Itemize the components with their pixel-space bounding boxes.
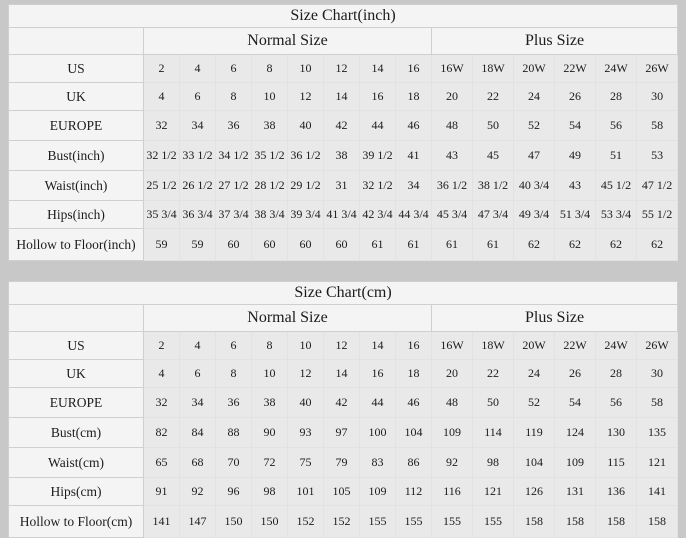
size-cell: 35 3/4 bbox=[144, 201, 180, 229]
size-cell: 147 bbox=[180, 506, 216, 538]
size-cell: 20W bbox=[514, 332, 555, 360]
table-row bbox=[9, 55, 678, 83]
size-cell: 8 bbox=[216, 83, 252, 111]
size-cell: 53 bbox=[637, 141, 678, 171]
size-cell: 28 bbox=[596, 360, 637, 388]
size-cell: 59 bbox=[180, 229, 216, 261]
size-cell: 60 bbox=[288, 229, 324, 261]
size-cell: 62 bbox=[596, 229, 637, 261]
size-cell: 14 bbox=[360, 55, 396, 83]
size-cell: 104 bbox=[514, 448, 555, 478]
size-cell: 18 bbox=[396, 83, 432, 111]
size-cell: 10 bbox=[252, 83, 288, 111]
normal-size-header: Normal Size bbox=[144, 28, 432, 55]
size-cell: 18W bbox=[473, 55, 514, 83]
size-cell: 16 bbox=[396, 55, 432, 83]
table-row bbox=[9, 360, 678, 388]
size-cell: 32 1/2 bbox=[144, 141, 180, 171]
size-cell: 30 bbox=[637, 360, 678, 388]
size-cell: 90 bbox=[252, 418, 288, 448]
size-cell: 119 bbox=[514, 418, 555, 448]
group-header-row bbox=[9, 305, 678, 332]
size-cell: 46 bbox=[396, 111, 432, 141]
row-label: US bbox=[9, 55, 144, 83]
size-cell: 45 bbox=[473, 141, 514, 171]
size-cell: 12 bbox=[324, 332, 360, 360]
size-cell: 97 bbox=[324, 418, 360, 448]
size-cell: 158 bbox=[514, 506, 555, 538]
size-cell: 18W bbox=[473, 332, 514, 360]
size-cell: 135 bbox=[637, 418, 678, 448]
size-cell: 32 bbox=[144, 388, 180, 418]
size-cell: 46 bbox=[396, 388, 432, 418]
size-cell: 83 bbox=[360, 448, 396, 478]
size-cell: 92 bbox=[432, 448, 473, 478]
row-label: Waist(inch) bbox=[9, 171, 144, 201]
size-cell: 131 bbox=[555, 478, 596, 506]
size-cell: 10 bbox=[288, 55, 324, 83]
size-cell: 42 3/4 bbox=[360, 201, 396, 229]
corner-cell bbox=[9, 28, 144, 55]
size-cell: 20 bbox=[432, 83, 473, 111]
size-cell: 2 bbox=[144, 55, 180, 83]
size-cell: 50 bbox=[473, 111, 514, 141]
size-cell: 32 1/2 bbox=[360, 171, 396, 201]
table-title: Size Chart(cm) bbox=[9, 282, 678, 305]
size-cell: 88 bbox=[216, 418, 252, 448]
size-cell: 22 bbox=[473, 83, 514, 111]
table-row bbox=[9, 141, 678, 171]
table-row bbox=[9, 448, 678, 478]
row-label: Hips(inch) bbox=[9, 201, 144, 229]
corner-cell bbox=[9, 305, 144, 332]
size-cell: 62 bbox=[637, 229, 678, 261]
table-row bbox=[9, 83, 678, 111]
normal-size-header: Normal Size bbox=[144, 305, 432, 332]
size-cell: 38 bbox=[252, 111, 288, 141]
size-cell: 91 bbox=[144, 478, 180, 506]
size-cell: 6 bbox=[180, 83, 216, 111]
size-cell: 158 bbox=[637, 506, 678, 538]
size-cell: 70 bbox=[216, 448, 252, 478]
size-cell: 12 bbox=[288, 360, 324, 388]
size-cell: 72 bbox=[252, 448, 288, 478]
size-cell: 105 bbox=[324, 478, 360, 506]
size-cell: 58 bbox=[637, 111, 678, 141]
size-cell: 26 bbox=[555, 83, 596, 111]
size-cell: 32 bbox=[144, 111, 180, 141]
table-title: Size Chart(inch) bbox=[9, 5, 678, 28]
size-cell: 10 bbox=[252, 360, 288, 388]
plus-size-header: Plus Size bbox=[432, 305, 678, 332]
size-cell: 155 bbox=[360, 506, 396, 538]
row-label: Waist(cm) bbox=[9, 448, 144, 478]
size-cell: 6 bbox=[216, 55, 252, 83]
size-cell: 109 bbox=[432, 418, 473, 448]
size-cell: 44 bbox=[360, 388, 396, 418]
title-row bbox=[9, 5, 678, 28]
size-cell: 41 bbox=[396, 141, 432, 171]
size-cell: 26 1/2 bbox=[180, 171, 216, 201]
size-cell: 116 bbox=[432, 478, 473, 506]
size-cell: 56 bbox=[596, 388, 637, 418]
table-row bbox=[9, 229, 678, 261]
size-cell: 51 3/4 bbox=[555, 201, 596, 229]
size-cell: 101 bbox=[288, 478, 324, 506]
size-cell: 37 3/4 bbox=[216, 201, 252, 229]
size-cell: 10 bbox=[288, 332, 324, 360]
size-cell: 55 1/2 bbox=[637, 201, 678, 229]
size-cell: 41 3/4 bbox=[324, 201, 360, 229]
size-cell: 24W bbox=[596, 332, 637, 360]
size-cell: 96 bbox=[216, 478, 252, 506]
size-cell: 60 bbox=[324, 229, 360, 261]
size-cell: 121 bbox=[473, 478, 514, 506]
size-cell: 20W bbox=[514, 55, 555, 83]
size-cell: 158 bbox=[555, 506, 596, 538]
size-cell: 4 bbox=[144, 360, 180, 388]
row-label: Bust(inch) bbox=[9, 141, 144, 171]
size-cell: 86 bbox=[396, 448, 432, 478]
size-cell: 68 bbox=[180, 448, 216, 478]
size-cell: 114 bbox=[473, 418, 514, 448]
row-label: Hips(cm) bbox=[9, 478, 144, 506]
size-cell: 12 bbox=[288, 83, 324, 111]
size-cell: 22 bbox=[473, 360, 514, 388]
table-row bbox=[9, 111, 678, 141]
row-label: EUROPE bbox=[9, 111, 144, 141]
size-cell: 16 bbox=[360, 83, 396, 111]
size-cell: 47 1/2 bbox=[637, 171, 678, 201]
size-cell: 44 3/4 bbox=[396, 201, 432, 229]
size-cell: 75 bbox=[288, 448, 324, 478]
row-label: UK bbox=[9, 360, 144, 388]
size-cell: 61 bbox=[396, 229, 432, 261]
size-cell: 8 bbox=[252, 55, 288, 83]
row-label: US bbox=[9, 332, 144, 360]
size-cell: 36 bbox=[216, 388, 252, 418]
size-cell: 6 bbox=[216, 332, 252, 360]
size-cell: 48 bbox=[432, 388, 473, 418]
size-cell: 16W bbox=[432, 332, 473, 360]
size-cell: 14 bbox=[360, 332, 396, 360]
table-row bbox=[9, 332, 678, 360]
size-cell: 4 bbox=[180, 332, 216, 360]
table-row bbox=[9, 201, 678, 229]
size-cell: 56 bbox=[596, 111, 637, 141]
size-cell: 61 bbox=[360, 229, 396, 261]
size-cell: 61 bbox=[432, 229, 473, 261]
size-chart-inch-table bbox=[8, 4, 678, 261]
size-cell: 14 bbox=[324, 83, 360, 111]
size-cell: 35 1/2 bbox=[252, 141, 288, 171]
size-cell: 2 bbox=[144, 332, 180, 360]
size-cell: 34 1/2 bbox=[216, 141, 252, 171]
size-cell: 36 1/2 bbox=[432, 171, 473, 201]
size-cell: 25 1/2 bbox=[144, 171, 180, 201]
inch-table-body bbox=[9, 55, 678, 261]
size-cell: 62 bbox=[514, 229, 555, 261]
size-cell: 53 3/4 bbox=[596, 201, 637, 229]
size-cell: 36 bbox=[216, 111, 252, 141]
size-cell: 54 bbox=[555, 111, 596, 141]
size-cell: 50 bbox=[473, 388, 514, 418]
size-cell: 52 bbox=[514, 111, 555, 141]
size-cell: 93 bbox=[288, 418, 324, 448]
row-label: EUROPE bbox=[9, 388, 144, 418]
size-cell: 61 bbox=[473, 229, 514, 261]
size-cell: 141 bbox=[637, 478, 678, 506]
size-cell: 24W bbox=[596, 55, 637, 83]
size-cell: 18 bbox=[396, 360, 432, 388]
size-cell: 26W bbox=[637, 332, 678, 360]
size-cell: 62 bbox=[555, 229, 596, 261]
size-cell: 8 bbox=[252, 332, 288, 360]
size-cell: 43 bbox=[555, 171, 596, 201]
size-cell: 42 bbox=[324, 111, 360, 141]
table-row bbox=[9, 171, 678, 201]
size-cell: 126 bbox=[514, 478, 555, 506]
size-cell: 79 bbox=[324, 448, 360, 478]
size-cell: 49 3/4 bbox=[514, 201, 555, 229]
size-cell: 47 3/4 bbox=[473, 201, 514, 229]
size-cell: 44 bbox=[360, 111, 396, 141]
size-cell: 65 bbox=[144, 448, 180, 478]
size-cell: 155 bbox=[432, 506, 473, 538]
size-cell: 30 bbox=[637, 83, 678, 111]
table-row bbox=[9, 388, 678, 418]
size-cell: 155 bbox=[396, 506, 432, 538]
cm-table-body bbox=[9, 332, 678, 538]
size-cell: 152 bbox=[288, 506, 324, 538]
size-cell: 152 bbox=[324, 506, 360, 538]
size-cell: 39 1/2 bbox=[360, 141, 396, 171]
size-cell: 141 bbox=[144, 506, 180, 538]
size-cell: 22W bbox=[555, 55, 596, 83]
size-cell: 92 bbox=[180, 478, 216, 506]
size-cell: 38 bbox=[324, 141, 360, 171]
size-cell: 59 bbox=[144, 229, 180, 261]
inch-table bbox=[8, 4, 678, 261]
size-cell: 104 bbox=[396, 418, 432, 448]
row-label: Hollow to Floor(inch) bbox=[9, 229, 144, 261]
size-cell: 34 bbox=[180, 388, 216, 418]
size-cell: 45 1/2 bbox=[596, 171, 637, 201]
cm-table bbox=[8, 281, 678, 538]
size-cell: 36 3/4 bbox=[180, 201, 216, 229]
table-row bbox=[9, 418, 678, 448]
size-cell: 39 3/4 bbox=[288, 201, 324, 229]
size-cell: 38 1/2 bbox=[473, 171, 514, 201]
size-cell: 24 bbox=[514, 360, 555, 388]
size-cell: 6 bbox=[180, 360, 216, 388]
size-cell: 38 3/4 bbox=[252, 201, 288, 229]
size-chart-cm-table bbox=[8, 281, 678, 538]
size-cell: 49 bbox=[555, 141, 596, 171]
size-cell: 28 bbox=[596, 83, 637, 111]
row-label: Bust(cm) bbox=[9, 418, 144, 448]
size-cell: 31 bbox=[324, 171, 360, 201]
size-cell: 28 1/2 bbox=[252, 171, 288, 201]
size-cell: 115 bbox=[596, 448, 637, 478]
size-cell: 100 bbox=[360, 418, 396, 448]
size-cell: 109 bbox=[360, 478, 396, 506]
size-cell: 14 bbox=[324, 360, 360, 388]
size-cell: 4 bbox=[144, 83, 180, 111]
size-cell: 40 bbox=[288, 111, 324, 141]
size-cell: 16W bbox=[432, 55, 473, 83]
size-cell: 130 bbox=[596, 418, 637, 448]
size-cell: 36 1/2 bbox=[288, 141, 324, 171]
size-cell: 150 bbox=[216, 506, 252, 538]
size-cell: 12 bbox=[324, 55, 360, 83]
size-cell: 52 bbox=[514, 388, 555, 418]
plus-size-header: Plus Size bbox=[432, 28, 678, 55]
title-row bbox=[9, 282, 678, 305]
group-header-row bbox=[9, 28, 678, 55]
size-cell: 158 bbox=[596, 506, 637, 538]
size-cell: 51 bbox=[596, 141, 637, 171]
table-row bbox=[9, 478, 678, 506]
size-cell: 8 bbox=[216, 360, 252, 388]
size-cell: 40 bbox=[288, 388, 324, 418]
size-cell: 45 3/4 bbox=[432, 201, 473, 229]
size-cell: 112 bbox=[396, 478, 432, 506]
size-cell: 54 bbox=[555, 388, 596, 418]
size-cell: 34 bbox=[396, 171, 432, 201]
size-cell: 109 bbox=[555, 448, 596, 478]
size-cell: 84 bbox=[180, 418, 216, 448]
size-cell: 4 bbox=[180, 55, 216, 83]
size-cell: 24 bbox=[514, 83, 555, 111]
size-cell: 16 bbox=[360, 360, 396, 388]
size-cell: 34 bbox=[180, 111, 216, 141]
size-cell: 47 bbox=[514, 141, 555, 171]
size-cell: 82 bbox=[144, 418, 180, 448]
size-cell: 38 bbox=[252, 388, 288, 418]
size-cell: 20 bbox=[432, 360, 473, 388]
size-cell: 27 1/2 bbox=[216, 171, 252, 201]
size-cell: 26W bbox=[637, 55, 678, 83]
row-label: UK bbox=[9, 83, 144, 111]
row-label: Hollow to Floor(cm) bbox=[9, 506, 144, 538]
size-cell: 16 bbox=[396, 332, 432, 360]
size-cell: 98 bbox=[473, 448, 514, 478]
size-cell: 40 3/4 bbox=[514, 171, 555, 201]
size-cell: 22W bbox=[555, 332, 596, 360]
size-cell: 155 bbox=[473, 506, 514, 538]
size-cell: 58 bbox=[637, 388, 678, 418]
size-cell: 121 bbox=[637, 448, 678, 478]
size-cell: 43 bbox=[432, 141, 473, 171]
size-cell: 33 1/2 bbox=[180, 141, 216, 171]
size-cell: 60 bbox=[252, 229, 288, 261]
size-cell: 60 bbox=[216, 229, 252, 261]
size-cell: 98 bbox=[252, 478, 288, 506]
table-row bbox=[9, 506, 678, 538]
size-cell: 136 bbox=[596, 478, 637, 506]
size-cell: 150 bbox=[252, 506, 288, 538]
size-cell: 42 bbox=[324, 388, 360, 418]
size-cell: 48 bbox=[432, 111, 473, 141]
size-cell: 29 1/2 bbox=[288, 171, 324, 201]
size-cell: 124 bbox=[555, 418, 596, 448]
size-cell: 26 bbox=[555, 360, 596, 388]
